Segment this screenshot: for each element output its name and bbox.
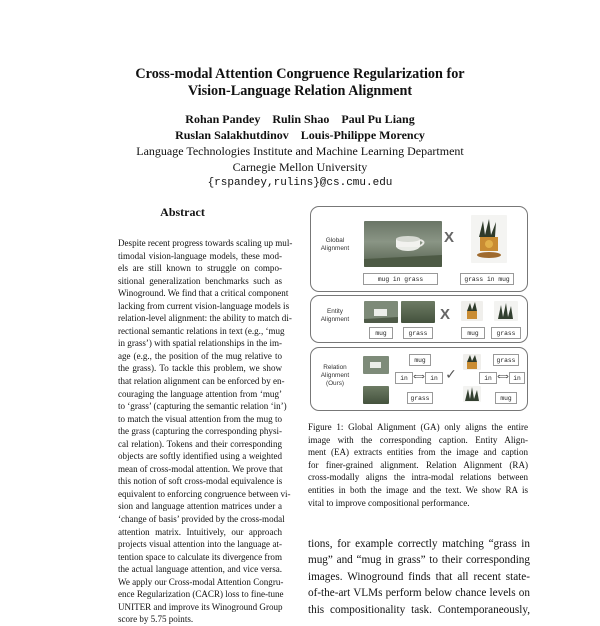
caption-line: for finer-grained alignment. Relation Alignment (RA) — [308, 459, 528, 470]
abstract-line: objects are softly identified using a weighted — [118, 451, 282, 462]
title-line-2: Vision-Language Relation Alignment — [187, 83, 413, 99]
abstract-line: tention space to calculate its divergence from — [118, 551, 282, 562]
entity-box-grass-1: grass — [403, 327, 433, 339]
body-line: mug” and “mug in grass” to their corresponding — [308, 554, 530, 567]
entity-box-mug-2: mug — [461, 327, 485, 339]
relation-token-grass-right: grass — [493, 354, 519, 366]
entity-alignment-label: Entity Alignment — [320, 308, 350, 323]
abstract-line: this notion of soft cross-modal equivalence is — [118, 476, 283, 487]
paper-title — [0, 66, 600, 100]
authors — [0, 111, 600, 143]
entity-grass-crop — [401, 301, 435, 323]
entity-alignment-panel — [310, 295, 528, 343]
match-check-icon: ✓ — [445, 366, 457, 382]
caption-line: cross-modally aligns the intra-modal relations between — [308, 472, 528, 483]
global-alignment-panel — [310, 206, 528, 292]
body-line: images. Winoground finds that all recent state- — [308, 570, 530, 583]
body-line: of-the-art VLMs perform below chance levels on — [308, 587, 530, 600]
caption-box-mug-in-grass: mug in grass — [363, 273, 438, 285]
abstract-line: ‘change of basis’ provided by the cross-modal — [118, 514, 285, 525]
relation-alignment-label: Relation Alignment (Ours) — [320, 364, 350, 387]
relation-alignment-panel — [310, 347, 528, 411]
author-email[interactable]: {rspandey,rulins}@cs.cmu.edu — [207, 177, 393, 189]
grass-in-mug-image — [471, 215, 507, 263]
relation-mug-crop-2 — [463, 354, 481, 370]
abstract-line: timodal vision-language models, these mod- — [118, 250, 282, 261]
mug-in-grass-image — [364, 221, 442, 267]
relation-token-in-left-a: in — [395, 372, 413, 384]
grass-mug-photo — [471, 215, 507, 263]
caption-line: Figure 1: Global Alignment (GA) only aligns the entire — [308, 422, 528, 432]
authors-line-1: Rohan Pandey Rulin Shao Paul Pu Liang — [185, 112, 415, 126]
relation-arrow-right: ⟺ — [497, 372, 509, 381]
relation-token-in-right-a: in — [479, 372, 497, 384]
abstract-line: to ‘grass’ (capturing the semantic relation ‘in’) — [118, 401, 287, 412]
abstract-heading: Abstract — [160, 205, 205, 219]
entity-mug-crop-2 — [461, 301, 483, 321]
abstract-line: to match the visual attention from the mug to — [118, 413, 282, 424]
affiliation-line-2: Carnegie Mellon University — [232, 160, 368, 174]
abstract-line: score by 5.75 points. — [118, 614, 194, 625]
abstract-line: equivalent to enforcing congruence between vi- — [118, 488, 291, 499]
abstract-line: the grass (capturing the corresponding physi- — [118, 426, 282, 437]
mug-photo — [364, 221, 442, 267]
caption-line: entities in both the image and the text. We show RA is — [308, 484, 528, 495]
affiliation-line-1: Language Technologies Institute and Machine Learning Department — [136, 144, 464, 158]
relation-token-mug-left: mug — [409, 354, 431, 366]
abstract-line: projects visual attention into the language at- — [118, 539, 282, 550]
abstract-line: relation-level alignment: the ability to match di- — [118, 313, 292, 324]
abstract-line: lacking from current vision-language models is — [118, 300, 290, 311]
entity-box-grass-2: grass — [491, 327, 521, 339]
abstract-line: rectional semantic relations in text (e.g., ‘mug — [118, 325, 285, 336]
relation-grass-crop — [363, 386, 389, 404]
caption-line: image with the corresponding caption. Entity Align- — [308, 434, 528, 445]
abstract-line: sitional generalization benchmarks such as — [118, 275, 282, 286]
abstract-line: UNITER and improve its Winoground Group — [118, 601, 283, 612]
abstract-line: attention matrix. Intuitively, our approach — [118, 526, 282, 537]
entity-box-mug-1: mug — [369, 327, 393, 339]
body-line: this compositionality task. Contemporaneously, — [308, 603, 530, 616]
relation-token-mug-right: mug — [495, 392, 517, 404]
mismatch-icon: X — [444, 229, 455, 246]
abstract-line: Winoground. We find that a critical component — [118, 288, 289, 299]
authors-line-2: Ruslan Salakhutdinov Louis-Philippe Morency — [175, 128, 425, 142]
figure-caption — [308, 421, 528, 509]
caption-box-grass-in-mug: grass in mug — [460, 273, 514, 285]
abstract-line: Despite recent progress towards scaling up mul- — [118, 238, 293, 248]
abstract-line: els are still known to struggle on compo- — [118, 263, 282, 274]
relation-token-grass-left: grass — [407, 392, 433, 404]
relation-grass-crop-2 — [463, 386, 481, 402]
abstract-line: the actual language attention, and vice versa. — [118, 564, 282, 575]
abstract-line: that relation alignment can be enforced by en- — [118, 376, 285, 387]
relation-mug-crop — [363, 356, 389, 374]
abstract-line: age (e.g., the position of the mug relative to — [118, 350, 282, 361]
relation-token-in-left-b: in — [425, 372, 443, 384]
relation-arrow-left: ⟺ — [413, 372, 425, 381]
abstract-line: sion and language attention matrices under a — [118, 501, 282, 512]
body-line: tions, for example correctly matching “grass in — [308, 538, 530, 550]
abstract-line: the grass). To tackle this problem, we show — [118, 363, 282, 374]
abstract-line: We apply our Cross-modal Attention Congru- — [118, 576, 284, 587]
abstract-line: cal relation). Tokens and their corresponding — [118, 438, 282, 449]
body-text — [308, 536, 530, 618]
abstract-line: couraging the language attention from ‘mug’ — [118, 388, 282, 399]
affiliation — [0, 143, 600, 191]
global-alignment-label: Global Alignment — [320, 237, 350, 252]
caption-line: ment (EA) extracts entities from the image and caption — [308, 447, 528, 458]
title-line-1: Cross-modal Attention Congruence Regularization for — [135, 66, 465, 82]
entity-mug-crop — [364, 301, 398, 323]
caption-line: vital to improve compositional performance. — [308, 497, 470, 508]
entity-mismatch-icon: X — [440, 306, 451, 323]
entity-grass-crop-2 — [494, 301, 518, 321]
abstract-line: ence Regularization (CACR) loss to fine-tune — [118, 589, 284, 600]
abstract-line: in grass’) with spatial relationships in the im- — [118, 338, 283, 349]
relation-token-in-right-b: in — [509, 372, 525, 384]
abstract-line: mean of cross-modal attention. We prove that — [118, 463, 283, 474]
abstract-body — [118, 237, 293, 626]
